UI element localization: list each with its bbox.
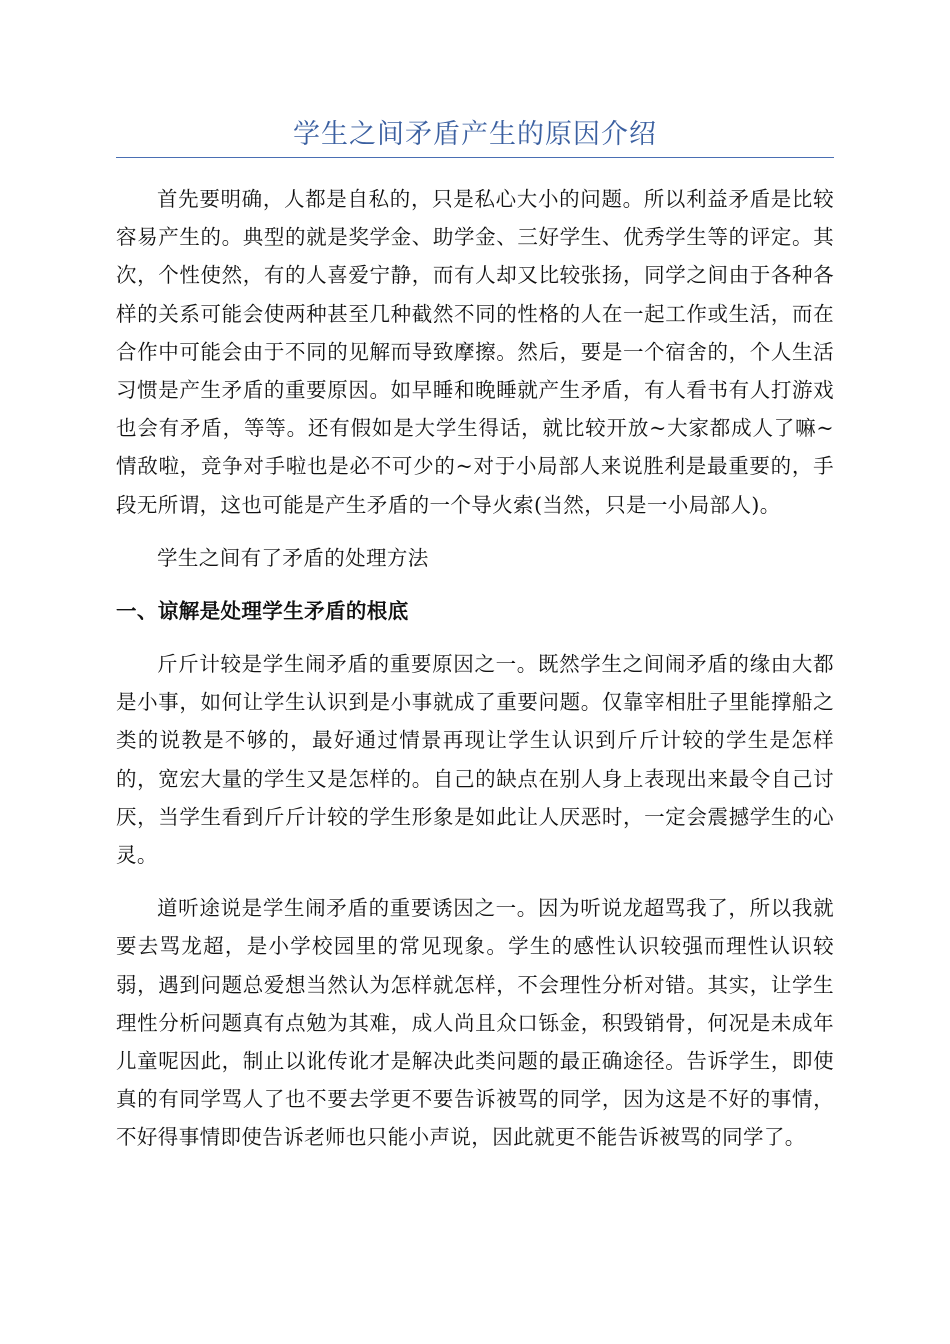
intro-paragraph: 首先要明确，人都是自私的，只是私心大小的问题。所以利益矛盾是比较容易产生的。典型的就是奖学金、助学金、三好学生、优秀学生等的评定。其次，个性使然，有的人喜爱宁静，而有人却又比较张扬，同学之间由于各种各样的关系可能会使两种甚至几种截然不同的性格的人在一起工作或生活，而在合作中可能会由于不同的见解而导致摩擦。然后，要是一个宿舍的，个人生活习惯是产生矛盾的重要原因。如早睡和晚睡就产生矛盾，有人看书有人打游戏也会有矛盾，等等。还有假如是大学生得话，就比较开放~大家都成人了嘛~情敌啦，竞争对手啦也是必不可少的~对于小局部人来说胜利是最重要的，手段无所谓，这也可能是产生矛盾的一个导火索(当然，只是一小局部人)。 [116, 187, 834, 517]
page-title: 学生之间矛盾产生的原因介绍 [293, 119, 657, 150]
title-underline [116, 157, 834, 158]
section-paragraph-2: 道听途说是学生闹矛盾的重要诱因之一。因为听说龙超骂我了，所以我就要去骂龙超，是小学校园里的常见现象。学生的感性认识较强而理性认识较弱，遇到问题总爱想当然认为怎样就怎样，不会理性分析对错。其实，让学生理性分析问题真有点勉为其难，成人尚且众口铄金，积毁销骨，何况是未成年儿童呢因此，制止以讹传讹才是解决此类问题的最正确途径。告诉学生，即使真的有同学骂人了也不要去学更不要告诉被骂的同学，因为这是不好的事情，不好得事情即使告诉老师也只能小声说，因此就更不能告诉被骂的同学了。 [116, 896, 834, 1150]
methods-intro-paragraph: 学生之间有了矛盾的处理方法 [157, 545, 429, 570]
document-page [116, 0, 834, 1157]
section-heading: 一、谅解是处理学生矛盾的根底 [116, 599, 409, 624]
section-paragraph-1: 斤斤计较是学生闹矛盾的重要原因之一。既然学生之间闹矛盾的缘由大都是小事，如何让学生认识到是小事就成了重要问题。仅靠宰相肚子里能撑船之类的说教是不够的，最好通过情景再现让学生认识到斤斤计较的学生是怎样的，宽宏大量的学生又是怎样的。自己的缺点在别人身上表现出来最令自己讨厌，当学生看到斤斤计较的学生形象是如此让人厌恶时，一定会震撼学生的心灵。 [116, 652, 834, 868]
